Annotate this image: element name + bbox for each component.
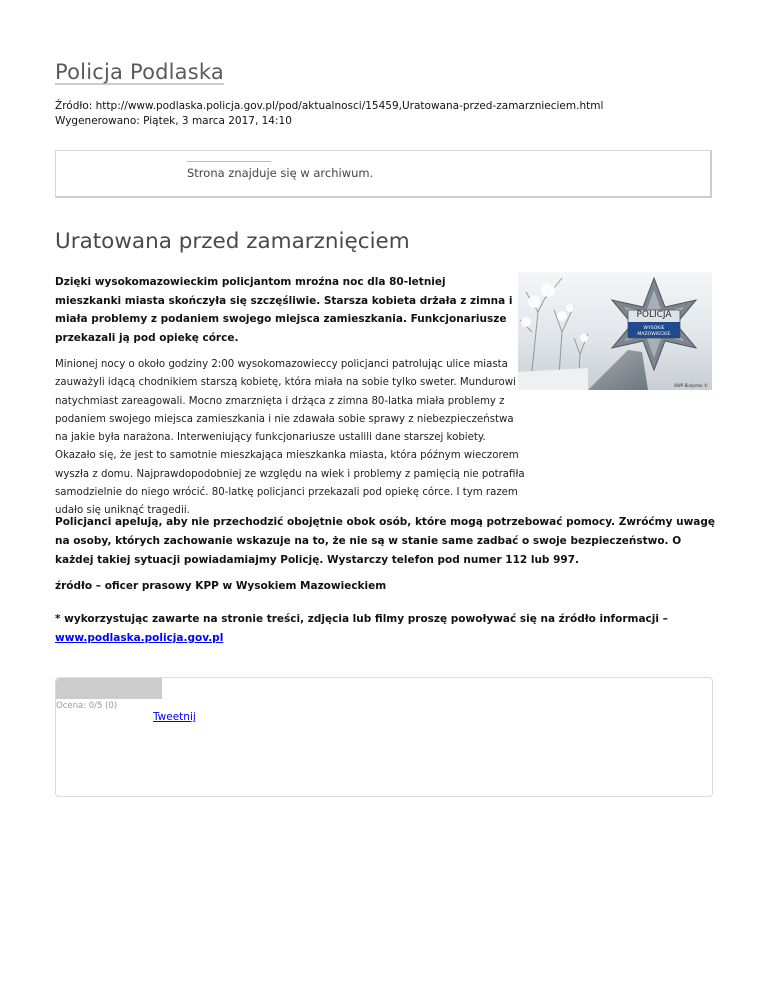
archive-divider — [187, 161, 271, 162]
rating-stars-bar[interactable] — [56, 678, 162, 699]
rating-text: Ocena: 0/5 (0) — [56, 701, 118, 711]
rating-panel — [55, 677, 713, 797]
article-body: Minionej nocy o około godziny 2:00 wysokomazowieccy policjanci patrolując ulice miasta zauważyli idącą chodnikiem starszą kobietę, która miała na sobie tylko sweter. Mundurowi natychmiast zareagowali. Mocno zmarznięta i drżąca z zimna 80-latka miała problemy z podaniem swojego miejsca zamieszkania i nie zdawała sobie sprawy z niebezpieczeństwa na jakie była narażona. Interweniujący funkcjonariusze ustalili dane starszej kobiety. Okazało się, że jest to samotnie mieszkająca mieszkanka miasta, która późnym wieczorem wyszła z domu. Najprawdopodobniej ze względu na wiek i problemy z pamięcią nie potrafiła samodzielnie do niego wrócić. 80-latkę policjanci przekazali pod opiekę córce. I tym razem udało się uniknąć tragedii. — [55, 359, 525, 517]
archive-notice — [55, 150, 712, 198]
photo-credit: KWP Białystok © — [674, 383, 708, 388]
article-source: źródło – oficer prasowy KPP w Wysokiem Mazowieckiem — [55, 580, 387, 592]
article-lead: Dzięki wysokomazowieckim policjantom mroźna noc dla 80-letniej mieszkanki miasta skończyła się szczęśliwie. Starsza kobieta drżała z zimna i miała problemy z podaniem swojego miejsca zamieszkania. Funkcjonariusze przekazali ją pod opiekę córce. — [55, 276, 513, 344]
site-title: Policja Podlaska — [55, 60, 224, 84]
archive-text: Strona znajduje się w archiwum. — [187, 166, 374, 180]
article-title: Uratowana przed zamarznięciem — [55, 229, 410, 254]
source-url-line: Źródło: http://www.podlaska.policja.gov.pl/pod/aktualnosci/15459,Uratowana-przed-zamarznieciem.html — [55, 100, 604, 112]
badge-line1-text: WYSOKIE — [643, 326, 665, 331]
generated-date-line: Wygenerowano: Piątek, 3 marca 2017, 14:10 — [55, 114, 292, 127]
document-meta — [55, 99, 603, 128]
badge-policja-text: POLICJA — [636, 310, 672, 320]
article-photo[interactable] — [518, 272, 712, 390]
usage-note — [55, 610, 723, 648]
winter-police-badge-image — [518, 272, 712, 390]
site-link[interactable]: www.podlaska.policja.gov.pl — [55, 632, 224, 644]
badge-line2-text: MAZOWIECKIE — [637, 332, 671, 337]
usage-note-text: * wykorzystując zawarte na stronie treści, zdjęcia lub filmy proszę powoływać się na źródło informacji – — [55, 613, 668, 625]
article-appeal: Policjanci apelują, aby nie przechodzić obojętnie obok osób, które mogą potrzebować pomocy. Zwróćmy uwagę na osoby, których zachowanie wskazuje na to, że nie są w stanie same zadbać o swoje bezpieczeństwo. O każdej takiej sytuacji powiadamiajmy Policję. Wystarczy telefon pod numer 112 lub 997. — [55, 516, 715, 566]
tweet-link[interactable]: Tweetnij — [153, 711, 196, 723]
